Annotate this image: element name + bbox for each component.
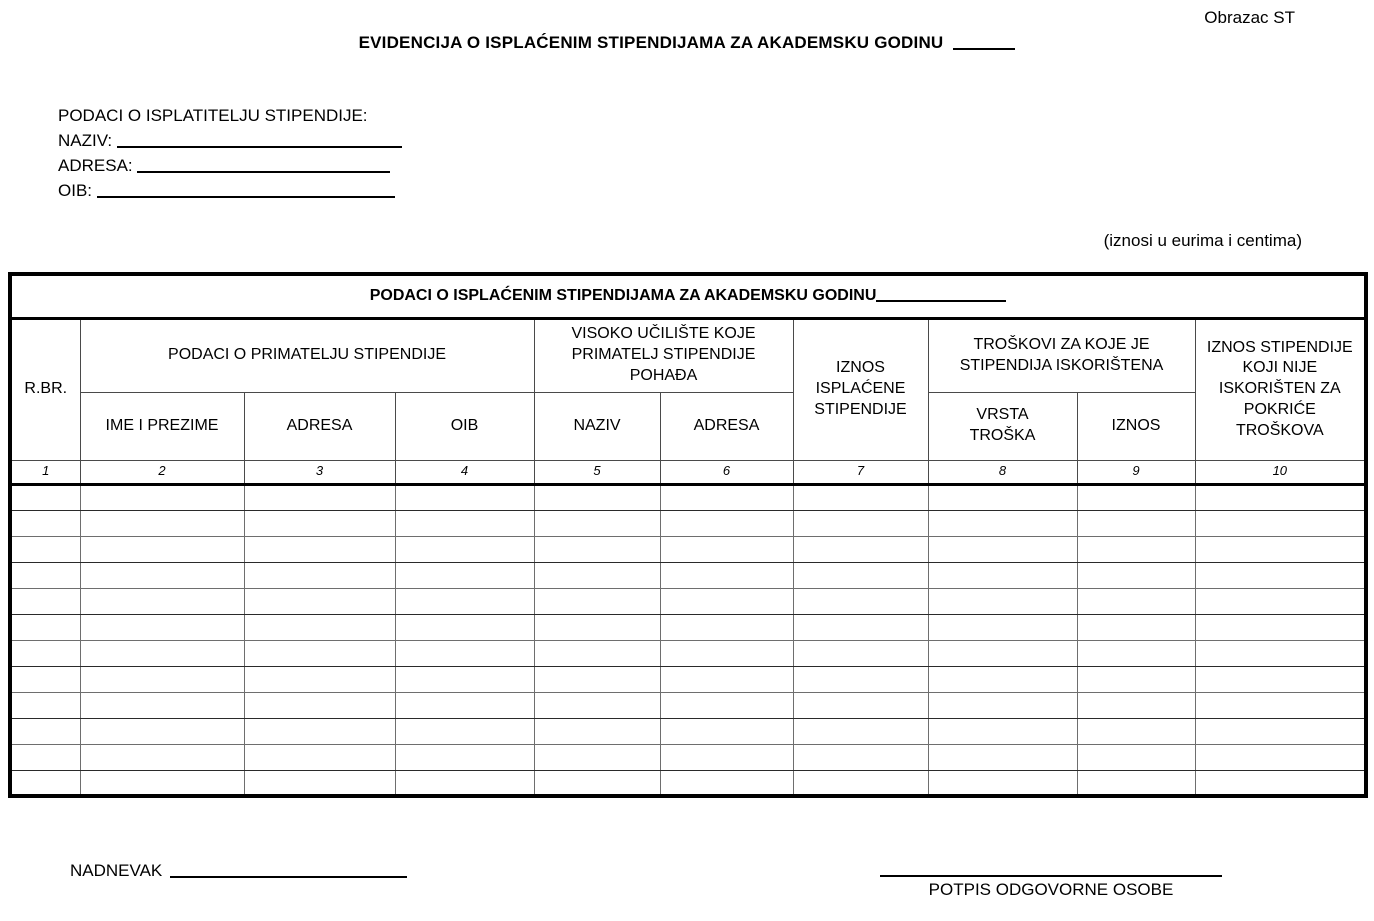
table-row bbox=[10, 588, 1366, 614]
empty-cell[interactable] bbox=[1077, 562, 1195, 588]
empty-cell[interactable] bbox=[395, 562, 534, 588]
header-institution-address: ADRESA bbox=[660, 392, 793, 460]
empty-cell[interactable] bbox=[1195, 510, 1366, 536]
empty-cell[interactable] bbox=[1077, 640, 1195, 666]
empty-cell[interactable] bbox=[534, 744, 660, 770]
oib-blank-line[interactable] bbox=[97, 184, 395, 198]
header-cost-type-text: VRSTA TROŠKA bbox=[969, 406, 1036, 444]
empty-cell[interactable] bbox=[534, 692, 660, 718]
empty-cell[interactable] bbox=[1077, 614, 1195, 640]
empty-cell[interactable] bbox=[80, 692, 244, 718]
header-cost-amount: IZNOS bbox=[1077, 392, 1195, 460]
empty-cell[interactable] bbox=[928, 770, 1077, 796]
empty-cell[interactable] bbox=[793, 536, 928, 562]
table-title-text: PODACI O ISPLAĆENIM STIPENDIJAMA ZA AKADEMSKU GODINU bbox=[369, 286, 877, 304]
empty-cell[interactable] bbox=[395, 770, 534, 796]
empty-cell[interactable] bbox=[660, 510, 793, 536]
empty-cell[interactable] bbox=[1195, 614, 1366, 640]
empty-cell[interactable] bbox=[1195, 744, 1366, 770]
empty-cell[interactable] bbox=[534, 770, 660, 796]
empty-cell[interactable] bbox=[1077, 718, 1195, 744]
table-row bbox=[10, 666, 1366, 692]
empty-cell[interactable] bbox=[928, 640, 1077, 666]
table-row bbox=[10, 562, 1366, 588]
date-blank-line[interactable] bbox=[170, 864, 407, 878]
table-row bbox=[10, 536, 1366, 562]
empty-cell[interactable] bbox=[80, 666, 244, 692]
column-number-9: 9 bbox=[1077, 460, 1195, 484]
empty-cell[interactable] bbox=[244, 718, 395, 744]
empty-cell[interactable] bbox=[395, 744, 534, 770]
empty-cell[interactable] bbox=[244, 770, 395, 796]
empty-cell[interactable] bbox=[793, 744, 928, 770]
empty-cell[interactable] bbox=[793, 666, 928, 692]
header-cost-type bbox=[928, 392, 1077, 460]
date-section bbox=[70, 861, 407, 881]
empty-cell[interactable] bbox=[1195, 770, 1366, 796]
empty-cell[interactable] bbox=[395, 536, 534, 562]
header-recipient-oib: OIB bbox=[395, 392, 534, 460]
empty-cell[interactable] bbox=[660, 744, 793, 770]
empty-cell[interactable] bbox=[793, 588, 928, 614]
empty-cell[interactable] bbox=[1195, 640, 1366, 666]
table-title-row bbox=[10, 274, 1366, 318]
payer-field-adresa bbox=[58, 153, 402, 178]
signature-blank-line[interactable] bbox=[880, 856, 1222, 877]
sub-header-row bbox=[10, 392, 1366, 460]
empty-cell[interactable] bbox=[10, 692, 80, 718]
page-title-text: EVIDENCIJA O ISPLAĆENIM STIPENDIJAMA ZA AKADEMSKU GODINU bbox=[358, 33, 944, 52]
empty-cell[interactable] bbox=[10, 588, 80, 614]
empty-cell[interactable] bbox=[928, 692, 1077, 718]
column-numbers-row bbox=[10, 460, 1366, 484]
payer-section bbox=[58, 103, 402, 203]
empty-cell[interactable] bbox=[10, 744, 80, 770]
empty-cell[interactable] bbox=[244, 666, 395, 692]
table-row bbox=[10, 692, 1366, 718]
empty-cell[interactable] bbox=[1195, 692, 1366, 718]
header-recipient-group: PODACI O PRIMATELJU STIPENDIJE bbox=[80, 318, 534, 392]
empty-cell[interactable] bbox=[244, 614, 395, 640]
empty-cell[interactable] bbox=[660, 536, 793, 562]
empty-cell[interactable] bbox=[10, 640, 80, 666]
header-institution-group: VISOKO UČILIŠTE KOJE PRIMATELJ STIPENDIJE POHAĐA bbox=[534, 318, 793, 392]
empty-cell[interactable] bbox=[1077, 770, 1195, 796]
table-header bbox=[10, 274, 1366, 484]
empty-cell[interactable] bbox=[928, 484, 1077, 510]
table-body bbox=[10, 484, 1366, 796]
empty-cell[interactable] bbox=[928, 718, 1077, 744]
empty-cell[interactable] bbox=[395, 640, 534, 666]
empty-cell[interactable] bbox=[660, 770, 793, 796]
table-row bbox=[10, 744, 1366, 770]
empty-cell[interactable] bbox=[80, 640, 244, 666]
form-code-label: Obrazac ST bbox=[1204, 8, 1295, 27]
table-row bbox=[10, 510, 1366, 536]
empty-cell[interactable] bbox=[660, 484, 793, 510]
empty-cell[interactable] bbox=[80, 744, 244, 770]
column-number-2: 2 bbox=[80, 460, 244, 484]
empty-cell[interactable] bbox=[80, 718, 244, 744]
empty-cell[interactable] bbox=[10, 718, 80, 744]
naziv-blank-line[interactable] bbox=[117, 134, 402, 148]
signature-section bbox=[880, 856, 1222, 900]
header-recipient-address: ADRESA bbox=[244, 392, 395, 460]
empty-cell[interactable] bbox=[80, 562, 244, 588]
empty-cell[interactable] bbox=[10, 510, 80, 536]
empty-cell[interactable] bbox=[80, 510, 244, 536]
group-header-row bbox=[10, 318, 1366, 392]
empty-cell[interactable] bbox=[928, 562, 1077, 588]
empty-cell[interactable] bbox=[244, 562, 395, 588]
empty-cell[interactable] bbox=[244, 692, 395, 718]
empty-cell[interactable] bbox=[1195, 718, 1366, 744]
empty-cell[interactable] bbox=[534, 718, 660, 744]
header-unused-amount: IZNOS STIPENDIJE KOJI NIJE ISKORIŠTEN ZA POKRIĆE TROŠKOVA bbox=[1195, 318, 1366, 460]
empty-cell[interactable] bbox=[10, 562, 80, 588]
empty-cell[interactable] bbox=[244, 640, 395, 666]
empty-cell[interactable] bbox=[534, 666, 660, 692]
empty-cell[interactable] bbox=[660, 588, 793, 614]
empty-cell[interactable] bbox=[244, 536, 395, 562]
empty-cell[interactable] bbox=[1195, 536, 1366, 562]
header-row-number: R.BR. bbox=[10, 318, 80, 460]
adresa-blank-line[interactable] bbox=[137, 159, 390, 173]
empty-cell[interactable] bbox=[244, 744, 395, 770]
empty-cell[interactable] bbox=[534, 640, 660, 666]
oib-label: OIB: bbox=[58, 181, 93, 200]
amounts-note: (iznosi u eurima i centima) bbox=[1103, 231, 1302, 250]
header-costs-group: TROŠKOVI ZA KOJE JE STIPENDIJA ISKORIŠTENA bbox=[928, 318, 1195, 392]
table-row bbox=[10, 770, 1366, 796]
payer-field-naziv bbox=[58, 128, 402, 153]
empty-cell[interactable] bbox=[928, 614, 1077, 640]
empty-cell[interactable] bbox=[660, 692, 793, 718]
empty-cell[interactable] bbox=[80, 484, 244, 510]
empty-cell[interactable] bbox=[660, 666, 793, 692]
date-label: NADNEVAK bbox=[70, 861, 163, 880]
empty-cell[interactable] bbox=[793, 692, 928, 718]
empty-cell[interactable] bbox=[10, 484, 80, 510]
empty-cell[interactable] bbox=[10, 614, 80, 640]
empty-cell[interactable] bbox=[80, 536, 244, 562]
column-number-10: 10 bbox=[1195, 460, 1366, 484]
empty-cell[interactable] bbox=[928, 588, 1077, 614]
empty-cell[interactable] bbox=[660, 562, 793, 588]
empty-cell[interactable] bbox=[534, 562, 660, 588]
header-institution-name: NAZIV bbox=[534, 392, 660, 460]
empty-cell[interactable] bbox=[10, 770, 80, 796]
empty-cell[interactable] bbox=[928, 510, 1077, 536]
academic-year-blank-line[interactable] bbox=[953, 36, 1015, 50]
empty-cell[interactable] bbox=[1077, 666, 1195, 692]
empty-cell[interactable] bbox=[1195, 484, 1366, 510]
empty-cell[interactable] bbox=[80, 770, 244, 796]
empty-cell[interactable] bbox=[10, 536, 80, 562]
empty-cell[interactable] bbox=[395, 510, 534, 536]
empty-cell[interactable] bbox=[534, 614, 660, 640]
empty-cell[interactable] bbox=[244, 588, 395, 614]
table-title-cell bbox=[10, 274, 1366, 318]
empty-cell[interactable] bbox=[534, 484, 660, 510]
empty-cell[interactable] bbox=[793, 562, 928, 588]
empty-cell[interactable] bbox=[793, 484, 928, 510]
table-row bbox=[10, 484, 1366, 510]
header-amount-paid: IZNOS ISPLAĆENE STIPENDIJE bbox=[793, 318, 928, 460]
empty-cell[interactable] bbox=[10, 666, 80, 692]
empty-cell[interactable] bbox=[1195, 588, 1366, 614]
empty-cell[interactable] bbox=[793, 770, 928, 796]
empty-cell[interactable] bbox=[244, 484, 395, 510]
empty-cell[interactable] bbox=[1077, 484, 1195, 510]
empty-cell[interactable] bbox=[395, 614, 534, 640]
column-number-8: 8 bbox=[928, 460, 1077, 484]
empty-cell[interactable] bbox=[80, 614, 244, 640]
empty-cell[interactable] bbox=[244, 510, 395, 536]
payer-field-oib bbox=[58, 178, 402, 203]
empty-cell[interactable] bbox=[534, 510, 660, 536]
empty-cell[interactable] bbox=[928, 666, 1077, 692]
empty-cell[interactable] bbox=[793, 510, 928, 536]
empty-cell[interactable] bbox=[395, 588, 534, 614]
empty-cell[interactable] bbox=[395, 666, 534, 692]
empty-cell[interactable] bbox=[793, 640, 928, 666]
empty-cell[interactable] bbox=[1077, 536, 1195, 562]
empty-cell[interactable] bbox=[534, 588, 660, 614]
empty-cell[interactable] bbox=[1077, 692, 1195, 718]
empty-cell[interactable] bbox=[534, 536, 660, 562]
table-year-blank-line[interactable] bbox=[876, 288, 1006, 302]
column-number-5: 5 bbox=[534, 460, 660, 484]
column-number-1: 1 bbox=[10, 460, 80, 484]
empty-cell[interactable] bbox=[793, 614, 928, 640]
empty-cell[interactable] bbox=[80, 588, 244, 614]
empty-cell[interactable] bbox=[928, 536, 1077, 562]
empty-cell[interactable] bbox=[660, 718, 793, 744]
empty-cell[interactable] bbox=[1077, 510, 1195, 536]
column-number-7: 7 bbox=[793, 460, 928, 484]
table-row bbox=[10, 614, 1366, 640]
scholarship-table bbox=[8, 272, 1368, 798]
empty-cell[interactable] bbox=[793, 718, 928, 744]
column-number-4: 4 bbox=[395, 460, 534, 484]
table-row bbox=[10, 640, 1366, 666]
table-row bbox=[10, 718, 1366, 744]
empty-cell[interactable] bbox=[1077, 744, 1195, 770]
page-title bbox=[0, 33, 1374, 53]
payer-heading: PODACI O ISPLATITELJU STIPENDIJE: bbox=[58, 106, 368, 125]
empty-cell[interactable] bbox=[1195, 562, 1366, 588]
empty-cell[interactable] bbox=[928, 744, 1077, 770]
header-recipient-name: IME I PREZIME bbox=[80, 392, 244, 460]
naziv-label: NAZIV: bbox=[58, 131, 113, 150]
adresa-label: ADRESA: bbox=[58, 156, 133, 175]
empty-cell[interactable] bbox=[1077, 588, 1195, 614]
empty-cell[interactable] bbox=[660, 614, 793, 640]
empty-cell[interactable] bbox=[1195, 666, 1366, 692]
empty-cell[interactable] bbox=[395, 718, 534, 744]
empty-cell[interactable] bbox=[660, 640, 793, 666]
signature-label: POTPIS ODGOVORNE OSOBE bbox=[928, 880, 1174, 899]
column-number-3: 3 bbox=[244, 460, 395, 484]
column-number-6: 6 bbox=[660, 460, 793, 484]
empty-cell[interactable] bbox=[395, 692, 534, 718]
empty-cell[interactable] bbox=[395, 484, 534, 510]
